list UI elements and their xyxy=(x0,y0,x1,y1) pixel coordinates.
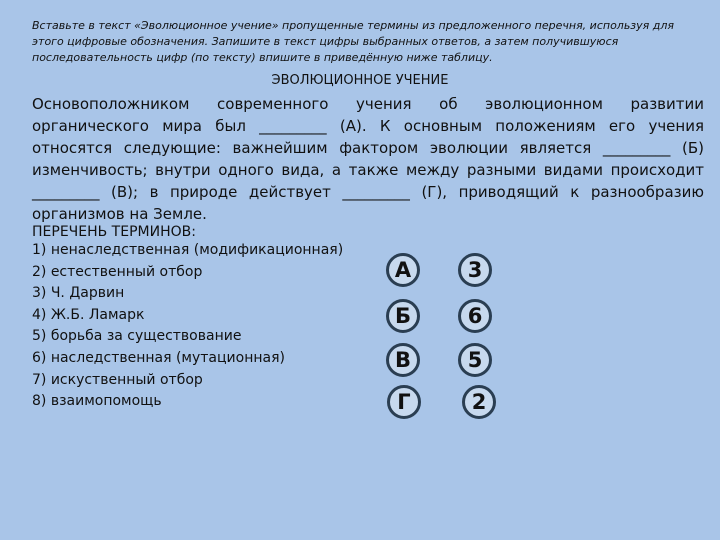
answer-value-a: 3 xyxy=(458,253,492,287)
task-instructions: Вставьте в текст «Эволюционное учение» пропущенные термины из предложенного перечня, используя для этого цифровые обозначения. Запишите в текст цифры выбранных ответов, а затем получившуюся последовательность цифр (по тексту) впишите в приведённую ниже таблицу. xyxy=(32,19,675,64)
answer-value-v: 5 xyxy=(458,343,492,377)
term-item: 4) Ж.Б. Ламарк xyxy=(32,306,145,323)
term-item: 6) наследственная (мутационная) xyxy=(32,349,285,366)
term-item: 5) борьба за существование xyxy=(32,328,242,345)
gap-fill-text: Основоположником современного учения об эволюционном развитии органического мира был _________ (А). К основным положениям его учения относятся следующие: важнейшим фактором эволюции является _________ (Б) изменчивость; внутри одного вида, а также между разными видами происходит _________ (В); в природе действует _________ (Г), приводящий к разнообразию организмов на Земле. xyxy=(32,95,704,223)
term-item: 7) искуственный отбор xyxy=(32,371,203,388)
term-item: 2) естественный отбор xyxy=(32,263,203,280)
answer-letter-b: Б xyxy=(386,299,420,333)
answer-letter-g: Г xyxy=(387,385,421,419)
term-item: 3) Ч. Дарвин xyxy=(32,285,125,302)
terms-list xyxy=(32,240,343,413)
terms-list-title: ПЕРЕЧЕНЬ ТЕРМИНОВ: xyxy=(32,224,196,240)
term-item: 1) ненаследственная (модификационная) xyxy=(32,242,344,258)
answer-value-g: 2 xyxy=(462,385,496,419)
answer-letter-v: В xyxy=(386,343,420,377)
text-heading: ЭВОЛЮЦИОННОЕ УЧЕНИЕ xyxy=(271,73,449,88)
answer-value-b: 6 xyxy=(458,299,492,333)
answer-letter-a: А xyxy=(386,253,420,287)
term-item: 8) взаимопомощь xyxy=(32,393,162,410)
